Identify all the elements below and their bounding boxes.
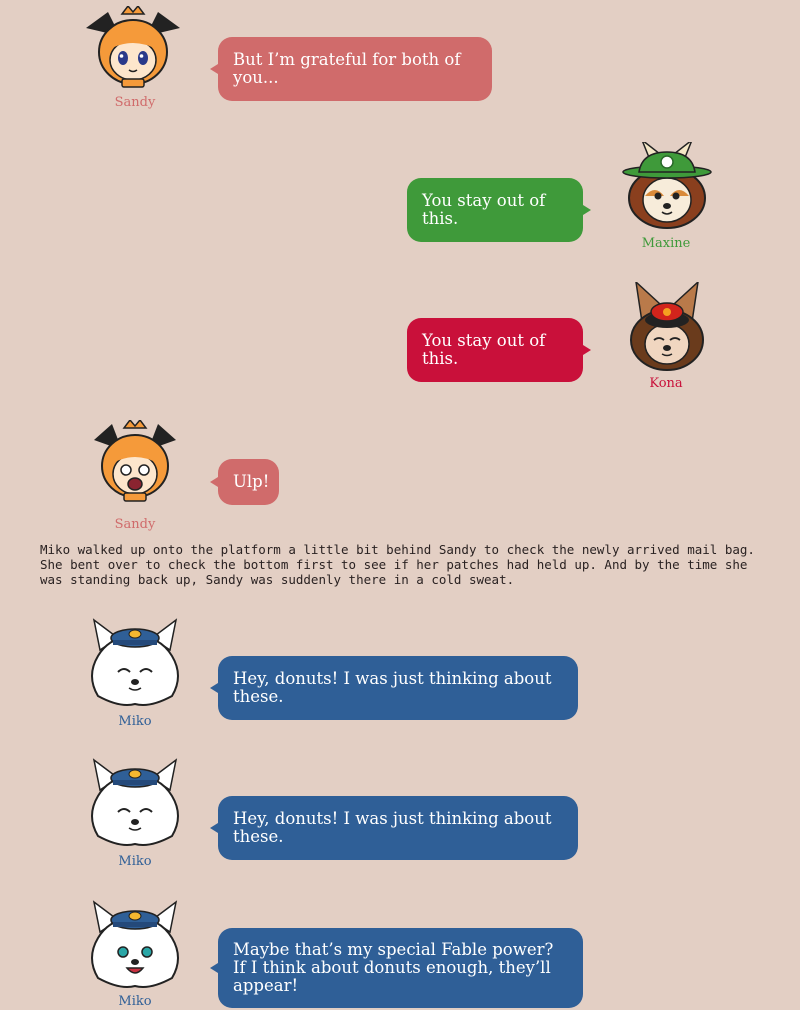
speaker-name: Miko xyxy=(118,714,152,729)
miko-happy-avatar-icon xyxy=(80,898,190,988)
message-bubble: But I’m grateful for both of you... xyxy=(218,37,492,101)
narration-text: Miko walked up onto the platform a little bit behind Sandy to check the newly arrived mail bag. She bent over to check the bottom first to see if her patches had held up. And by the time she was standing back up, Sandy was suddenly there in a cold sweat. xyxy=(40,542,755,587)
speaker-name: Miko xyxy=(118,994,152,1009)
kona-avatar-icon xyxy=(612,282,722,372)
message-bubble: You stay out of this. xyxy=(407,318,583,382)
speaker-name: Sandy xyxy=(114,95,156,110)
message-bubble: You stay out of this. xyxy=(407,178,583,242)
message-bubble: Ulp! xyxy=(218,459,279,505)
sandy-shocked-avatar-icon xyxy=(80,420,190,510)
message-bubble: Hey, donuts! I was just thinking about these. xyxy=(218,656,578,720)
miko-avatar-icon xyxy=(80,756,190,846)
miko-avatar-icon xyxy=(80,616,190,706)
message-bubble: Maybe that’s my special Fable power? If I think about donuts enough, they’ll appear! xyxy=(218,928,583,1008)
speaker-name: Maxine xyxy=(641,236,691,251)
message-bubble: Hey, donuts! I was just thinking about these. xyxy=(218,796,578,860)
speaker-name: Miko xyxy=(118,854,152,869)
sandy-avatar-icon xyxy=(78,6,188,96)
maxine-avatar-icon xyxy=(612,142,722,232)
speaker-name: Kona xyxy=(649,376,683,391)
speaker-name: Sandy xyxy=(114,517,156,532)
